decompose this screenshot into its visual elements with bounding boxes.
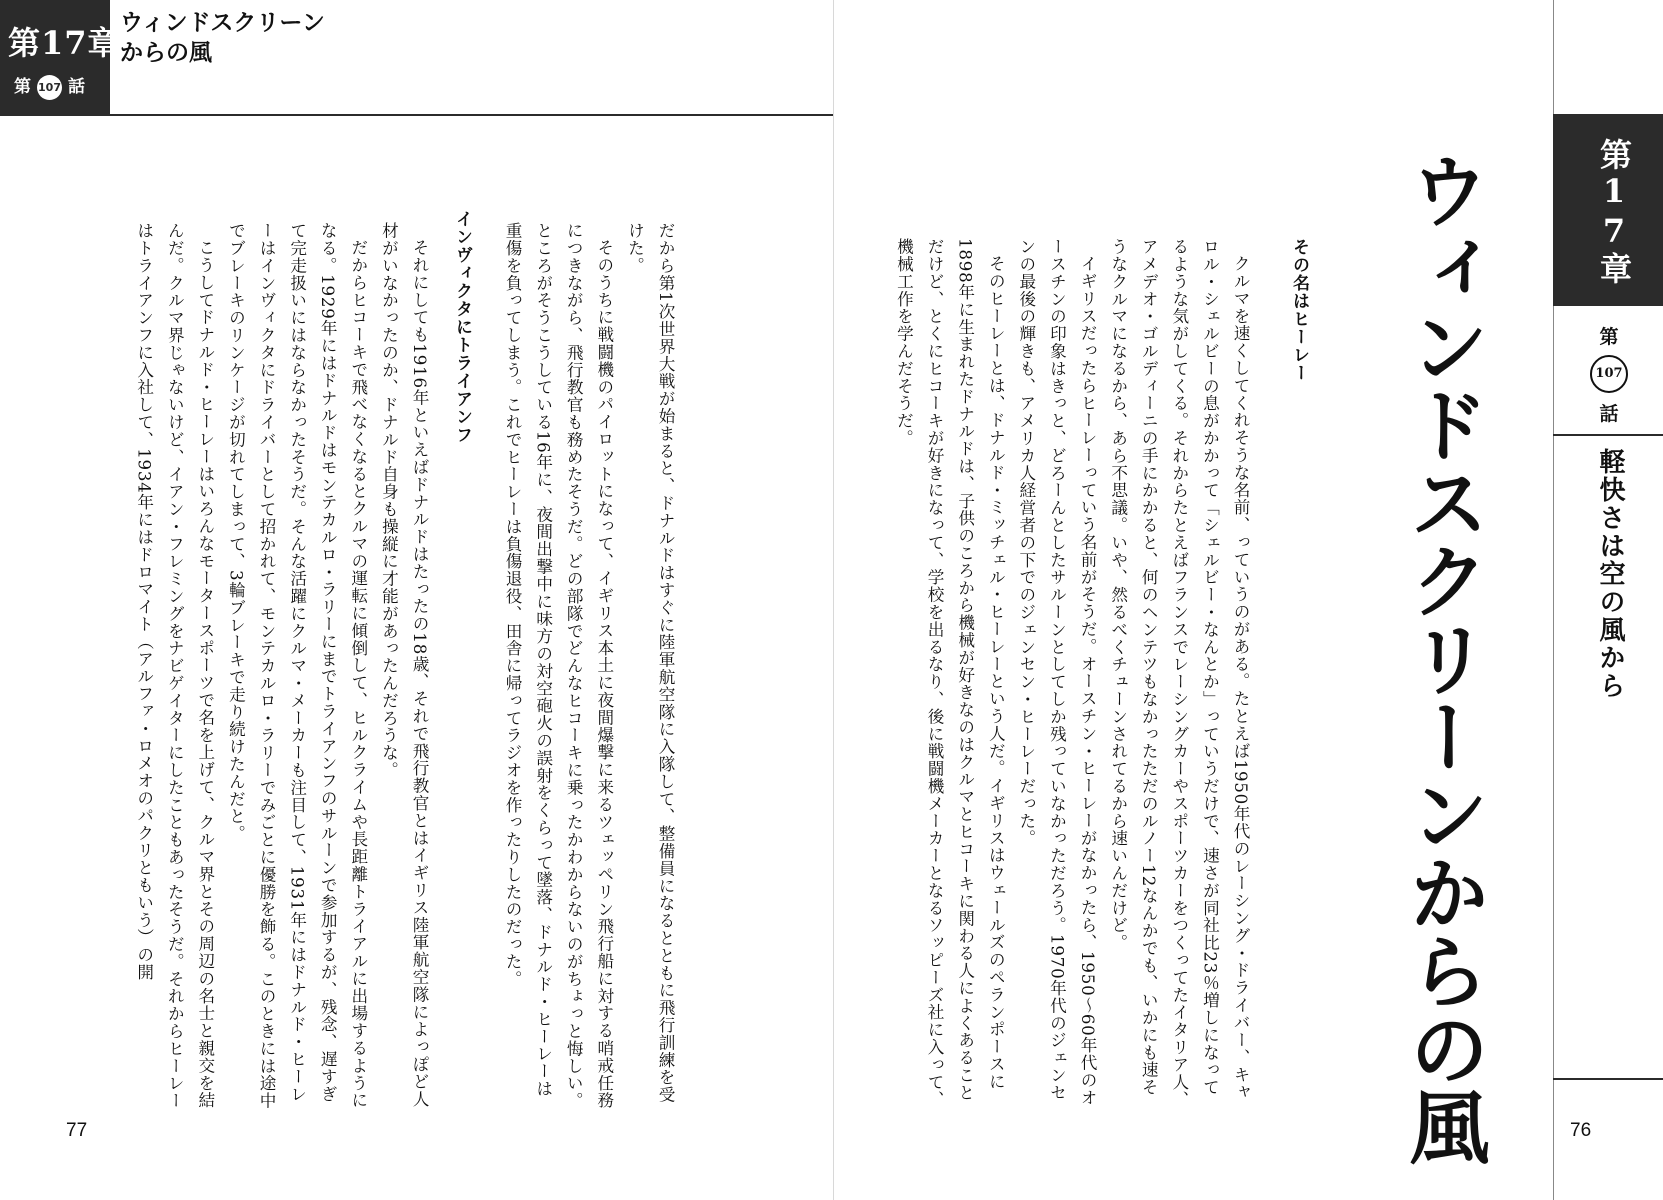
chapter-header-box [0,0,121,114]
body-text-block-1 [496,222,680,1112]
episode-number-badge: 107 [37,75,62,100]
sidebar-divider [1553,434,1663,436]
paragraph: こうしてドナルド・ヒーレーはいろんなモータースポーツで名を上げて、クルマ界とその周辺の名士と親交を結んだ。クルマ界じゃないけど、イアン・フレミングをナビゲイターにしたこともあったそうだ。それからヒーレーはトライアンフに入社して、1934年にはドロマイト（アルファ・ロメオのパクリともいう）の開 [134,222,215,1110]
paragraph: だから第1次世界大戦が始まると、ドナルドはすぐに陸軍航空隊に入隊して、整備員になるとともに飛行訓練を受けた。 [625,222,675,1104]
paragraph: イギリスだったらヒーレーっていう名前がそうだ。オースチン・ヒーレーがなかったら、1950〜60年代のオースチンの印象はきっと、どろーんとしたサルーンとしてしか残っていなかっただろう。1970年代のジェンセンの最後の輝きも、アメリカ人経営者の下でのジェンセン・ヒーレーだった。 [1016,238,1098,1106]
episode-prefix: 第 [14,77,31,97]
chapter-label: 第17章 [8,24,121,62]
sidebar-episode-number-badge: 107 [1590,355,1628,393]
paragraph: だからヒコーキで飛べなくなるとクルマの運転に傾倒して、ヒルクライムや長距離トライアルに出場するようになる。1929年にはドナルドはモンテカルロ・ラリーにまでトライアンフのサルーンで参加するが、残念、遅すぎて完走扱いにはならなかったそうだ。そんな活躍にクルマ・メーカーも注目して、1931年にはドナルド・ヒーレーはインヴィクタにドライバーとして招かれて、モンテカルロ・ラリーでみごとに優勝を飾る。このときには途中でブレーキのリンケージが切れてしまって、3輪ブレーキで走り続けたんだと。 [226,222,368,1110]
sidebar-episode [1595,322,1623,426]
sidebar-episode-prefix: 第 [1599,326,1619,348]
section-subheading: その名はヒーレー [1289,238,1309,382]
episode-label [14,72,85,100]
body-text-block-3 [895,238,1255,1112]
episode-suffix: 話 [68,77,85,97]
paragraph: そのヒーレーとは、ドナルド・ミッチェル・ヒーレーという人だ。イギリスはウェールズのペランポースに1898年に生まれたドナルドは、子供のころから機械が好きなのはクルマとヒコーキに関わる人によくあることだけど、とくにヒコーキが好きになって、学校を出るなり、後に戦闘機メーカーとなるソッピーズ社に入って、機械工作を学んだそうだ。 [894,238,1006,1108]
paragraph: クルマを速くしてくれそうな名前、っていうのがある。たとえば1950年代のレーシング・ドライバー、キャロル・シェルビーの息がかかって「シェルビー・なんとか」っていうだけで、速さが同社比23％増しになってるような気がしてくる。それからたとえばフランスでレーシングカーやスポーツカーをつくってたイタリア人、アメデオ・ゴルディーニの手にかかると、何のヘンテツもなかったただのルノー12なんかでも、いかにも速そうなクルマになるから、あら不思議。いや、然るべくチューンされてるから速いんだけど。 [1108,238,1250,1108]
page-number: 76 [1570,1120,1592,1141]
running-title: ウィンドスクリーン からの風 [120,9,325,66]
sidebar-episode-suffix: 話 [1599,403,1619,425]
paragraph: それにしても1916年といえばドナルドはたったの18歳、それで飛行教官とはイギリス陸軍航空隊によっぽど人材がいなかったのか、ドナルド自身も操縦に才能があったんだろうな。 [379,222,429,1108]
body-text-block-2 [134,222,434,1112]
episode-title: ウィンドスクリーンからの風 [1396,150,1490,1164]
right-page [835,0,1663,1200]
sidebar-subtitle: 軽快さは空の風から [1595,448,1625,700]
header-rule [0,114,834,116]
paragraph: そのうちに戦闘機のパイロットになって、イギリス本土に夜間爆撃に来るツェッペリン飛行船に対する哨戒任務につきながら、飛行教官も務めたそうだ。どの部隊でどんなヒコーキに乗ったかわからないのがちょっと悔しい。ところがそうこうしている16年に、夜間出撃中に味方の対空砲火の誤射をくらって墜落、ドナルド・ヒーレーは重傷を負ってしまう。これでヒーレーは負傷退役、田舎に帰ってラジオを作ったりしたのだった。 [503,222,614,1110]
sidebar-chapter-label: 第17章 [1595,138,1633,286]
page-number: 77 [66,1120,88,1141]
sidebar-bottom-rule [1553,1078,1663,1080]
gutter-line [833,0,834,1200]
sidebar-chapter-box [1553,114,1663,306]
section-subheading: インヴィクタにトライアンフ [452,210,472,444]
